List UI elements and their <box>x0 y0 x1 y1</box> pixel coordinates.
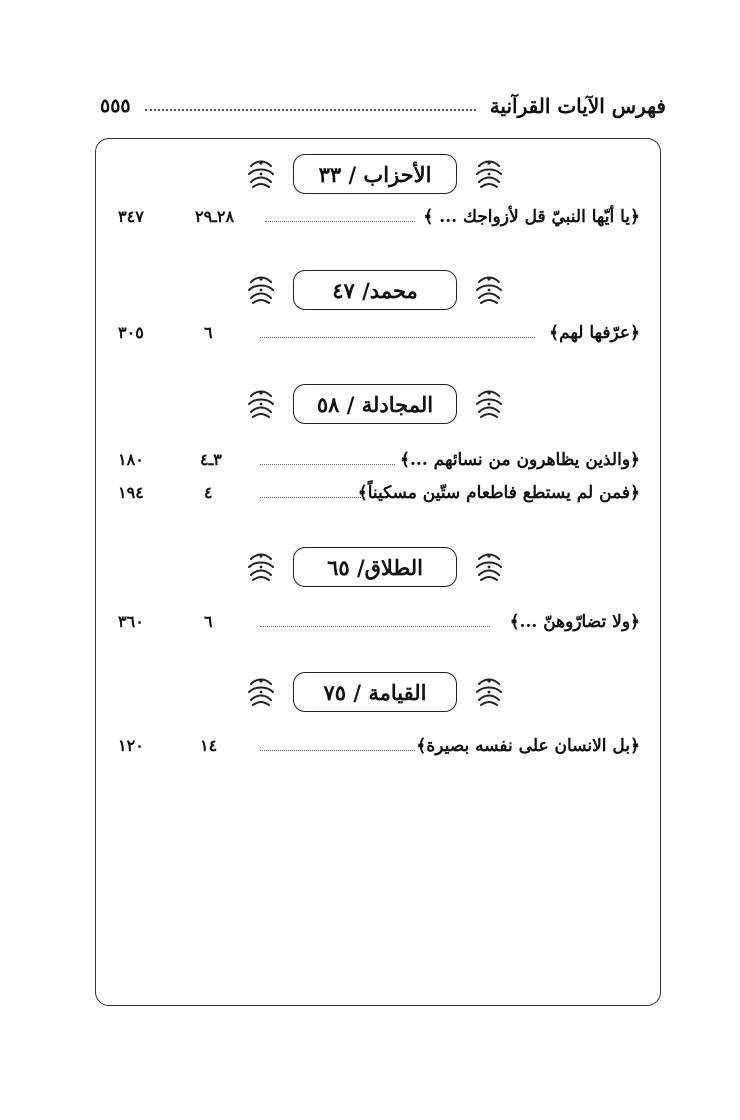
index-entry <box>100 607 640 637</box>
ayah-number: ٦ <box>204 612 213 631</box>
page-ref: ١٨٠ <box>118 450 144 469</box>
page-ref: ٣٦٠ <box>118 612 144 631</box>
page-ref: ١٩٤ <box>118 483 144 502</box>
section-heading <box>245 268 505 312</box>
ornament-icon <box>245 275 277 305</box>
verse-text: ﴿بل الانسان على نفسه بصيرة﴾ <box>416 736 640 756</box>
leader-dots <box>260 464 395 465</box>
verse-text: ﴿يا أيّها النبيّ قل لأزواجك ... ﴾ <box>423 207 640 227</box>
index-entry <box>100 202 640 232</box>
leader-dots <box>260 750 415 751</box>
ornament-icon <box>245 552 277 582</box>
section-title: القيامة / ٧٥ <box>293 672 457 712</box>
leader-dots <box>260 497 365 498</box>
ornament-icon <box>245 677 277 707</box>
index-entry <box>100 731 640 761</box>
page-ref: ٣٠٥ <box>118 323 144 342</box>
section-title: محمد/ ٤٧ <box>293 270 457 310</box>
section-heading <box>245 382 505 426</box>
verse-text: ﴿فمن لم يستطع فاطعام ستّين مسكيناً﴾ <box>357 483 640 503</box>
ayah-number: ٢٨ـ٢٩ <box>195 207 235 226</box>
leader-dots <box>260 626 490 627</box>
leader-dots <box>265 221 415 222</box>
ornament-icon <box>473 159 505 189</box>
page-number: ٥٥٥ <box>100 95 131 117</box>
ornament-icon <box>473 552 505 582</box>
section-heading <box>245 152 505 196</box>
ornament-icon <box>245 159 277 189</box>
ornament-icon <box>245 389 277 419</box>
page-ref: ٣٤٧ <box>118 207 144 226</box>
section-heading <box>245 545 505 589</box>
section-title: المجادلة / ٥٨ <box>293 384 457 424</box>
leader-dots <box>260 337 535 338</box>
verse-text: ﴿والذين يظاهرون من نسائهم ...﴾ <box>400 450 640 470</box>
verse-text: ﴿ولا تضارّوهنّ ...﴾ <box>509 612 640 632</box>
section-title: الأحزاب / ٣٣ <box>293 154 457 194</box>
header-leader-dots <box>145 109 476 111</box>
ornament-icon <box>473 275 505 305</box>
index-entry <box>100 445 640 475</box>
ayah-number: ٤ <box>204 483 213 502</box>
ornament-icon <box>473 677 505 707</box>
ayah-number: ١٤ <box>200 736 218 755</box>
ayah-number: ٣ـ٤ <box>200 450 222 469</box>
ornament-icon <box>473 389 505 419</box>
verse-text: ﴿عرّفها لهم﴾ <box>549 323 640 343</box>
index-entry <box>100 478 640 508</box>
header-title: فهرس الآيات القرآنية <box>489 94 666 118</box>
section-title: الطلاق/ ٦٥ <box>293 547 457 587</box>
index-entry <box>100 318 640 348</box>
section-heading <box>245 670 505 714</box>
page-ref: ١٢٠ <box>118 736 144 755</box>
ayah-number: ٦ <box>204 323 213 342</box>
page-header <box>100 88 666 124</box>
